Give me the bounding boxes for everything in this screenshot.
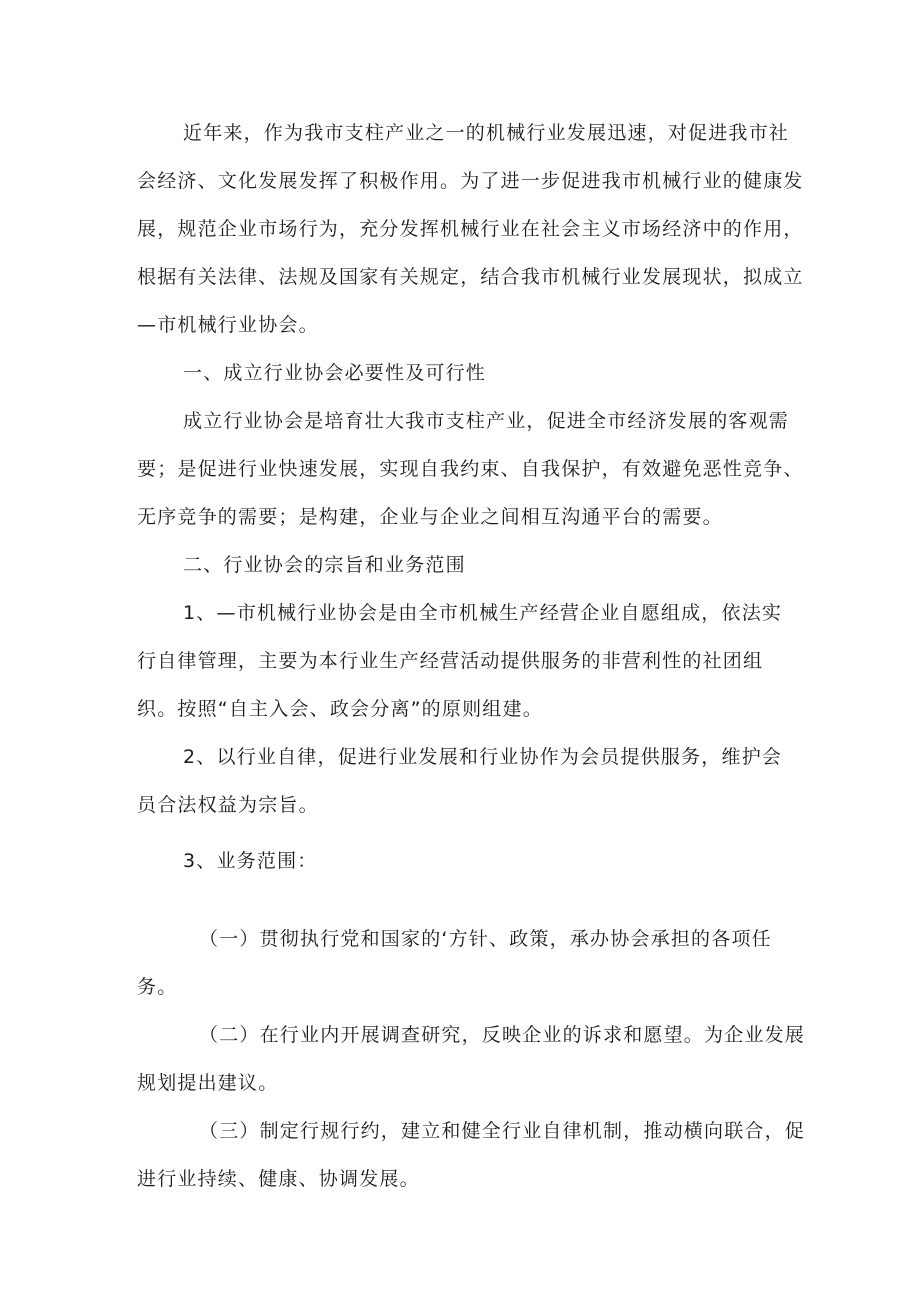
intro-line-3: 展，规范企业市场行为，充分发挥机械行业在社会主义市场经济中的作用， [137, 218, 804, 240]
intro-line-1: 近年来，作为我市支柱产业之一的机械行业发展迅速，对促进我市社 [183, 122, 790, 144]
item1-line-3: 织。按照“自主入会、政会分离”的原则组建。 [137, 698, 543, 720]
intro-line-5: —市机械行业协会。 [137, 314, 319, 336]
section1-heading: 一、成立行业协会必要性及可行性 [183, 362, 487, 384]
item3-heading: 3、业务范围： [183, 850, 318, 872]
section1-line-3: 无序竞争的需要；是构建，企业与企业之间相互沟通平台的需要。 [137, 506, 723, 528]
item2-line-2: 员合法权益为宗旨。 [137, 794, 319, 816]
section1-line-1: 成立行业协会是培育壮大我市支柱产业，促进全市经济发展的客观需 [183, 410, 790, 432]
intro-line-4: 根据有关法律、法规及国家有关规定，结合我市机械行业发展现状，拟成立 [137, 266, 804, 288]
section1-line-2: 要；是促进行业快速发展，实现自我约束、自我保护，有效避免恶性竞争、 [137, 458, 804, 480]
item3-sub1-line-2: 务。 [137, 976, 178, 998]
item3-sub3-line-2: 进行业持续、健康、协调发展。 [137, 1168, 420, 1190]
item3-sub2-line-2: 规划提出建议。 [137, 1072, 279, 1094]
intro-line-2: 会经济、文化发展发挥了积极作用。为了进一步促进我市机械行业的健康发 [137, 170, 804, 192]
item3-sub2-line-1: （二）在行业内开展调查研究，反映企业的诉求和愿望。为企业发展 [199, 1024, 806, 1046]
item3-sub1-line-1: （一）贯彻执行党和国家的‘方针、政策，承办协会承担的各项任 [199, 928, 772, 950]
item2-line-1: 2、以行业自律，促进行业发展和行业协作为会员提供服务，维护会 [183, 746, 783, 768]
section2-heading: 二、行业协会的宗旨和业务范围 [183, 554, 466, 576]
item1-line-2: 行自律管理，主要为本行业生产经营活动提供服务的非营利性的社团组 [137, 650, 764, 672]
item3-sub3-line-1: （三）制定行规行约，建立和健全行业自律机制，推动横向联合，促 [199, 1120, 806, 1142]
item1-line-1: 1、—市机械行业协会是由全市机械生产经营企业自愿组成，依法实 [183, 602, 783, 624]
